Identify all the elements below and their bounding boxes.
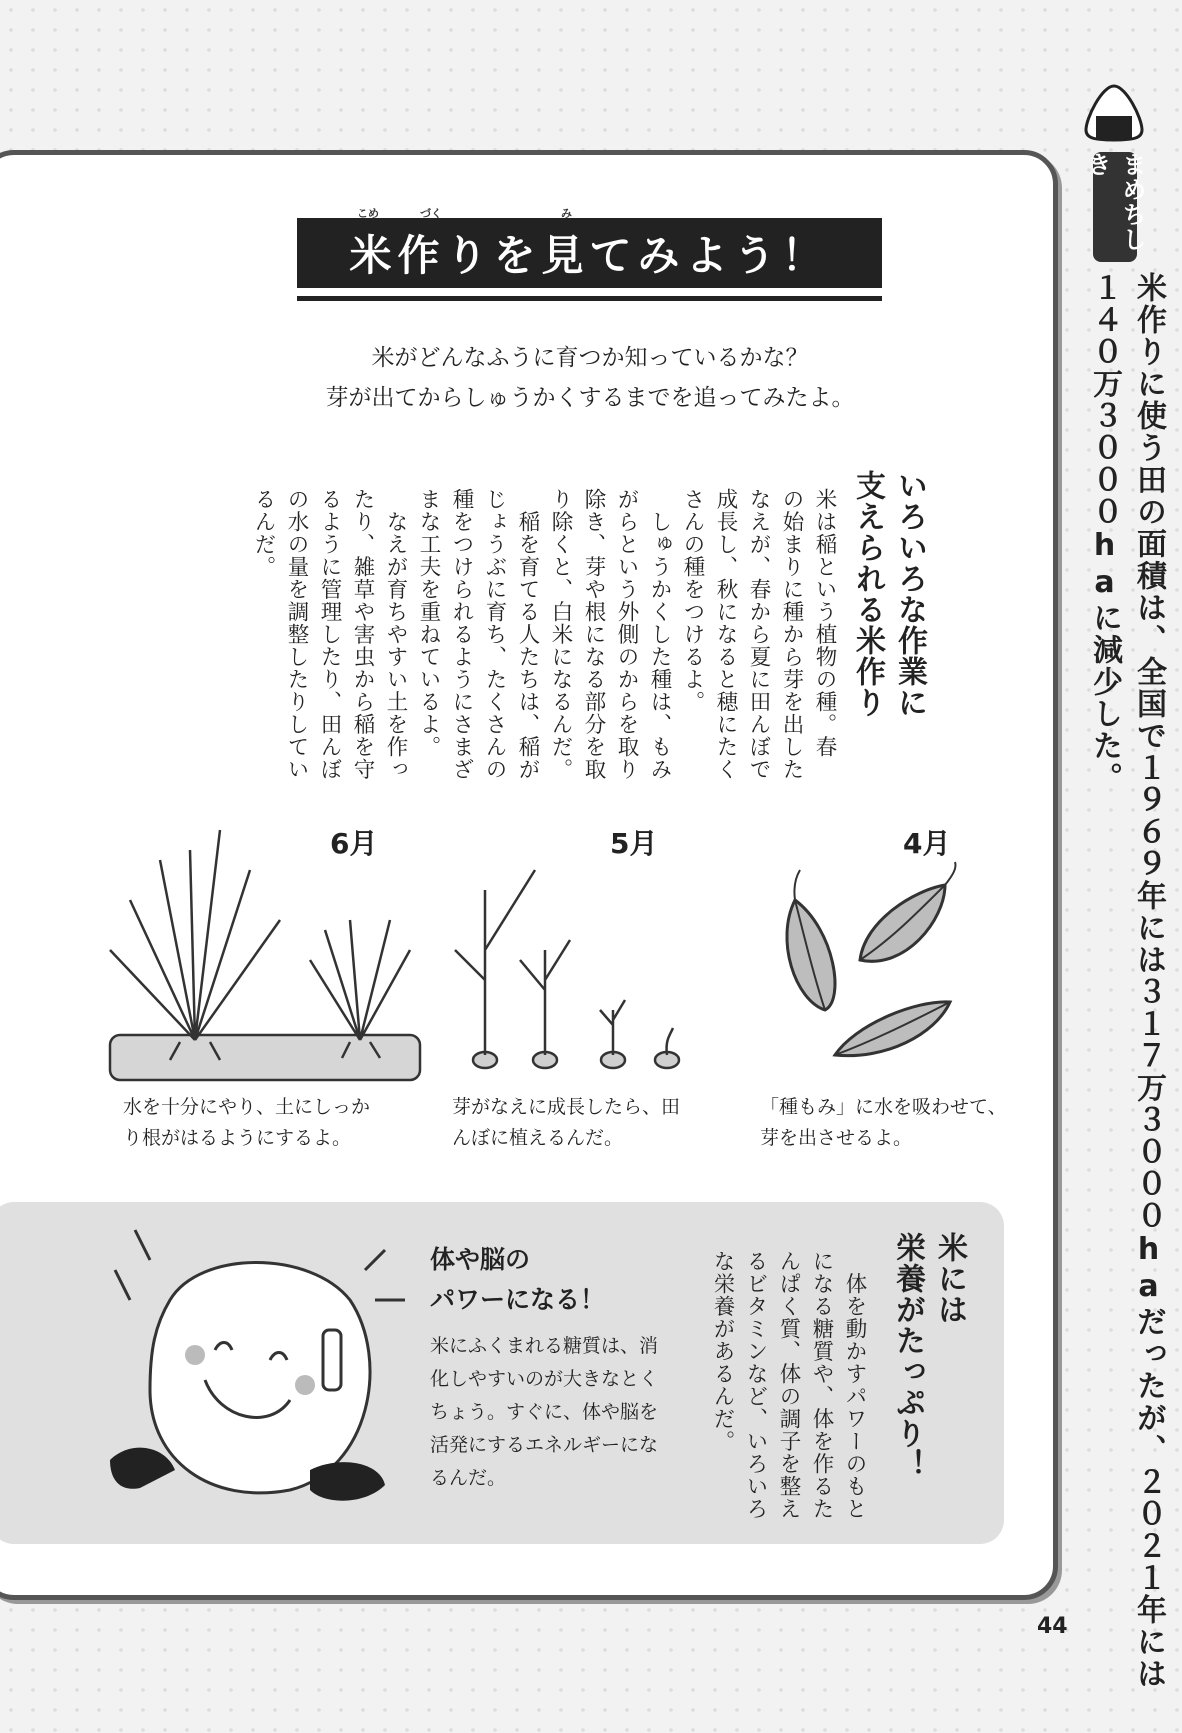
box-heading-2: 栄養がたっぷり！ (890, 1232, 925, 1480)
caption-june (123, 1092, 370, 1154)
onigiri-icon (1082, 82, 1146, 142)
section1-line: り除くと、白米になるんだ。 (548, 488, 573, 781)
section1-line: たり、雑草や害虫から稲を守 (350, 488, 375, 781)
box-line: になる糖質や、体を作るた (809, 1250, 834, 1520)
rice-plant-illustration (110, 830, 430, 1090)
mamechishiki-text: 米作りに使う田の面積は、全国で１９６９年には３１７万３０００haだったが、２０２１年には１４０万３０００haに減少した。 (1087, 272, 1166, 1690)
seedling-illustration (445, 860, 705, 1080)
page-number: 44 (1037, 1614, 1068, 1639)
section1-line: るように管理したり、田んぼ (317, 488, 342, 781)
section1-line: さんの種をつけるよ。 (680, 488, 705, 713)
section1-line: 稲を育てる人たちは、稲が (515, 488, 540, 781)
box-sub-heading-2: パワーになる！ (430, 1285, 606, 1314)
caption-may-line1: 芽がなえに成長したら、田 (452, 1096, 681, 1118)
box-line: んぱく質、体の調子を整え (776, 1250, 801, 1520)
caption-may-line2: んぼに植えるんだ。 (452, 1127, 624, 1149)
section1-line: がらという外側のからを取り (614, 488, 639, 781)
month-label-april: 4月 (903, 827, 951, 860)
mamechishiki-tab: まめちしき (1093, 152, 1137, 262)
caption-may (452, 1092, 680, 1154)
section1-line: 除き、芽や根になる部分を取 (581, 488, 606, 781)
section1-line: 米は稲という植物の種。春 (812, 488, 837, 758)
box-heading-1: 米には (932, 1232, 967, 1325)
section1-line: なえが、春から夏に田んぼで (746, 488, 771, 781)
section1-line: しゅうかくした種は、もみ (647, 488, 672, 781)
section1-line: まな工夫を重ねているよ。 (416, 488, 441, 758)
title-ruby-2: づく (420, 207, 442, 220)
box-sub-heading (430, 1240, 605, 1320)
caption-june-line1: 水を十分にやり、土にしっか (123, 1096, 371, 1118)
seed-illustration (775, 860, 975, 1070)
section1-line: の水の量を調整したりしてい (284, 488, 309, 781)
caption-june-line2: り根がはるようにするよ。 (123, 1127, 352, 1149)
page-title-text: 米作りを見てみよう！ (297, 218, 882, 288)
title-ruby-1: こめ (357, 207, 379, 220)
section1-line: 成長し、秋になると穂にたく (713, 488, 738, 781)
intro-line-1: 米がどんなふうに育つか知っているかな？ (371, 345, 809, 371)
title-underline (297, 296, 882, 301)
caption-april-line1: 「種もみ」に水を吸わせて、 (760, 1096, 1007, 1118)
section1-line: の始まりに種から芽を出した (779, 488, 804, 781)
section1-heading-2: 支えられる米作り (850, 470, 885, 718)
box-sub-text: 米にふくまれる糖質は、消化しやすいのが大きなとくちょう。すぐに、体や脳を活発にするエネルギーになるんだ。 (430, 1335, 659, 1489)
title-ruby-3: み (561, 207, 572, 220)
box-sub-heading-1: 体や脳の (430, 1245, 531, 1274)
page-title (297, 218, 882, 301)
box-line: るビタミンなど、いろいろ (743, 1250, 768, 1520)
box-line: 体を動かすパワーのもと (842, 1250, 867, 1520)
month-label-june: 6月 (330, 827, 378, 860)
section1-line: るんだ。 (251, 488, 276, 578)
section1-line: 種をつけられるようにさまざ (449, 488, 474, 781)
caption-april-line2: 芽を出させるよ。 (760, 1127, 913, 1149)
intro-line-2: 芽が出てからしゅうかくするまでを追ってみたよ。 (325, 385, 855, 411)
section1-line: なえが育ちやすい土を作っ (383, 488, 408, 781)
month-label-may: 5月 (610, 827, 658, 860)
section1-line: じょうぶに育ち、たくさんの (482, 488, 507, 781)
section1-heading-1: いろいろな作業に (892, 470, 927, 718)
rice-mascot-illustration (110, 1230, 420, 1520)
caption-april (760, 1092, 1007, 1154)
intro-text (280, 338, 900, 418)
box-line: な栄養があるんだ。 (710, 1250, 735, 1453)
